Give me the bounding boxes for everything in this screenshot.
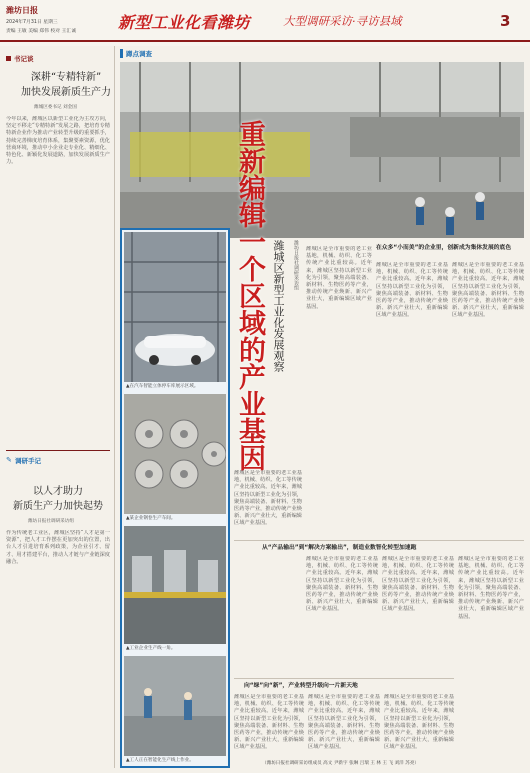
byline: 潍城区委书记 刘金国 bbox=[34, 105, 77, 110]
footer-credit: （潍坊日报社调研采访组成员 高文 尹新宇 张琳 吕瑞 王 林 王 飞 刘洋 苏亮） bbox=[262, 761, 420, 766]
pen-icon: ✎ bbox=[6, 456, 12, 464]
lower-body-col2: 潍城区是全市重要的老工业基地，机械、纺织、化工等传统产业比重较高。近年来，潍城区坚持以新型工业化为引领，聚焦高端装备、新材料、生物医药等产业，推动传统产业焕新、新兴产业壮大，重新编辑区域产业基因。 bbox=[382, 556, 454, 613]
subhead-3: 向“绿”向“新”，产业转型升级向一片新天地 bbox=[244, 683, 358, 689]
section2-label: ✎ 调研手记 bbox=[6, 456, 41, 465]
right-byline: 潍坊日报社调研采访组 bbox=[293, 240, 299, 290]
byline2: 潍坊日报社调研采访组 bbox=[28, 519, 74, 524]
parking-tower bbox=[124, 232, 226, 382]
subhead3-rule bbox=[234, 678, 454, 679]
article-body: 今年以来，潍城区以新型工业化为主攻方向，坚定不移走“专精特新”发展之路，把培育专精特新企业作为推动产业转型升级的重要抓手，持续完善梯度培育体系，集聚要素资源，优化营商环境，推动中小企业走专业化、精细化、特色化、新颖化发展道路，加快发展新质生产力。 bbox=[6, 116, 110, 166]
date-line: 2024年7月31日 星期三 bbox=[6, 20, 58, 25]
caption-line: ▲工业企业生产线一角。 bbox=[126, 646, 176, 651]
masthead-rule bbox=[0, 40, 530, 42]
banner bbox=[118, 6, 474, 36]
factory-photo bbox=[120, 62, 524, 238]
subheadline: 潍城区新型工业化发展观察 bbox=[272, 240, 285, 372]
article-title: 深耕“专精特新” 加快发展新质生产力 bbox=[21, 72, 111, 98]
line-photo bbox=[124, 526, 226, 644]
bottom-body-col3: 潍城区是全市重要的老工业基地，机械、纺织、化工等传统产业比重较高。近年来，潍城区坚持以新型工业化为引领，聚焦高端装备、新材料、生物医药等产业，推动传统产业焕新、新兴产业壮大，重新编辑区域产业基因。 bbox=[384, 694, 454, 751]
subhead-1: 在众多“小而美”的企业里，创新成为集体发展的底色 bbox=[376, 245, 512, 251]
right-body-col1: 潍城区是全市重要的老工业基地，机械、纺织、化工等传统产业比重较高。近年来，潍城区坚持以新型工业化为引领，聚焦高端装备、新材料、生物医药等产业，推动传统产业焕新、新兴产业壮大，重新编辑区域产业基因。 bbox=[306, 246, 372, 310]
steel-coils bbox=[124, 394, 226, 514]
bar-icon bbox=[120, 49, 123, 58]
banner-title: 新型工业化看潍坊 bbox=[118, 13, 251, 32]
editors-line: 责编 王敏 美编 郑伟 校对 王汇诚 bbox=[6, 29, 76, 34]
section-label: 书记谈 bbox=[6, 54, 46, 64]
bottom-body-col1: 潍城区是全市重要的老工业基地，机械、纺织、化工等传统产业比重较高。近年来，潍城区坚持以新型工业化为引领，聚焦高端装备、新材料、生物医药等产业，推动传统产业焕新、新兴产业壮大，重新编辑区域产业基因。 bbox=[234, 694, 304, 751]
headline-big: 重新编辑一个区域的产业基因 bbox=[234, 120, 265, 471]
page-number: 3 bbox=[500, 12, 511, 30]
right-section-label: 蹲点调查 bbox=[120, 48, 200, 60]
left-column bbox=[6, 48, 110, 768]
coils-photo bbox=[124, 394, 226, 514]
workshop-photo bbox=[124, 656, 226, 756]
article2-title: 以人才助力 新质生产力加快起势 bbox=[13, 486, 103, 512]
factory-scene bbox=[120, 62, 524, 238]
bottom-body-col2: 潍城区是全市重要的老工业基地，机械、纺织、化工等传统产业比重较高。近年来，潍城区坚持以新型工业化为引领，聚焦高端装备、新材料、生物医药等产业，推动传统产业焕新、新兴产业壮大，重新编辑区域产业基因。 bbox=[308, 694, 380, 751]
paper-name: 潍坊日报 bbox=[6, 6, 38, 15]
section-divider bbox=[6, 450, 110, 451]
workshop-scene bbox=[124, 656, 226, 756]
article2-body: 作为传统老工业区，潍城区坚持“人才是第一资源”，把人才工作摆在更加突出的位置，出台人才引进培育系列政策，为企业引才、留才、用才搭建平台，推动人才链与产业链深度融合。 bbox=[6, 530, 110, 565]
subhead2-rule bbox=[234, 540, 524, 541]
banner-subtitle: 大型调研采访·寻访县域 bbox=[283, 14, 402, 28]
lower-body-col3: 潍城区是全市重要的老工业基地，机械、纺织、化工等传统产业比重较高。近年来，潍城区坚持以新型工业化为引领，聚焦高端装备、新材料、生物医药等产业，推动传统产业焕新、新兴产业壮大，重新编辑区域产业基因。 bbox=[458, 556, 524, 620]
production-line bbox=[124, 526, 226, 644]
right-body-col2: 潍城区是全市重要的老工业基地，机械、纺织、化工等传统产业比重较高。近年来，潍城区坚持以新型工业化为引领，聚焦高端装备、新材料、生物医药等产业，推动传统产业焕新、新兴产业壮大，重新编辑区域产业基因。 bbox=[376, 262, 448, 319]
column-divider bbox=[114, 46, 115, 768]
lower-body-col1: 潍城区是全市重要的老工业基地，机械、纺织、化工等传统产业比重较高。近年来，潍城区坚持以新型工业化为引领，聚焦高端装备、新材料、生物医药等产业，推动传统产业焕新、新兴产业壮大，重新编辑区域产业基因。 bbox=[306, 556, 378, 613]
square-icon bbox=[6, 56, 11, 61]
car-photo bbox=[124, 232, 226, 382]
caption-coils: ▲某企业钢卷生产车间。 bbox=[126, 516, 176, 521]
caption-workshop: ▲工人正在智能化生产线上作业。 bbox=[126, 758, 194, 763]
subhead-2: 从“产品输出”到“解决方案输出”，制造业数智化转型加速跑 bbox=[262, 545, 417, 551]
caption-car: ▲在汽车智能立体停车库展示区域。 bbox=[126, 384, 199, 389]
right-body-col3: 潍城区是全市重要的老工业基地，机械、纺织、化工等传统产业比重较高。近年来，潍城区坚持以新型工业化为引领，聚焦高端装备、新材料、生物医药等产业，推动传统产业焕新、新兴产业壮大，重新编辑区域产业基因。 bbox=[452, 262, 524, 319]
lower-body-left: 潍城区是全市重要的老工业基地，机械、纺织、化工等传统产业比重较高。近年来，潍城区坚持以新型工业化为引领，聚焦高端装备、新材料、生物医药等产业，推动传统产业焕新、新兴产业壮大，重新编辑区域产业基因。 bbox=[234, 470, 302, 527]
